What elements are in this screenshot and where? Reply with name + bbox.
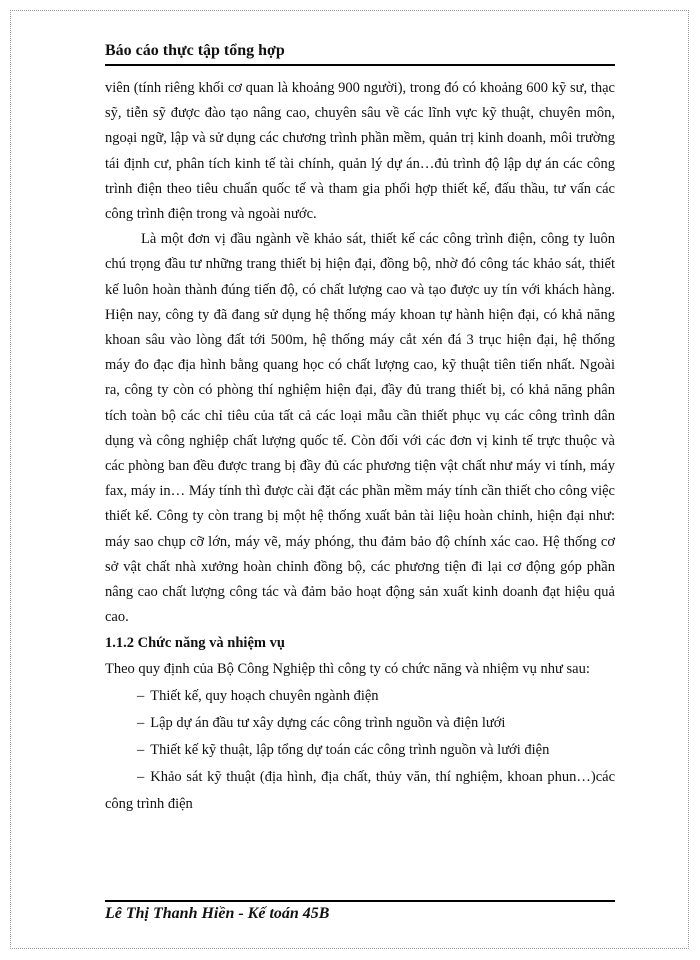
list-dash: –	[137, 741, 145, 758]
list-dash: –	[137, 768, 145, 785]
list-item-text: Lập dự án đầu tư xây dựng các công trình nguồn và điện lưới	[150, 714, 506, 731]
list-item	[105, 710, 615, 737]
list-dash: –	[137, 714, 145, 731]
list-dash: –	[137, 687, 145, 704]
list-item	[105, 737, 615, 764]
page-footer-author: Lê Thị Thanh Hiền - Kế toán 45B	[105, 905, 330, 922]
page-header-title: Báo cáo thực tập tổng hợp	[105, 42, 285, 59]
list-item-text: Thiết kế, quy hoạch chuyên ngành điện	[150, 687, 379, 704]
header-divider	[105, 64, 615, 66]
body-paragraph-1: viên (tính riêng khối cơ quan là khoảng 900 người), trong đó có khoảng 600 kỹ sư, thạc sỹ, tiễn sỹ được đào tạo nâng cao, chuyên sâu về các lĩnh vực kỹ thuật, chuyên môn, ngoại ngữ, lập và sử dụng các chương trình phần mềm, quản trị kinh doanh, môi trường tái định cư, phân tích kinh tế tài chính, quản lý dự án…đủ trình độ lập dự án các công trình điện theo tiêu chuẩn quốc tế và tham gia phối hợp thiết kế, đấu thầu, tư vấn các công trình điện trong và ngoài nước.	[105, 80, 615, 223]
list-item-text: Khảo sát kỹ thuật (địa hình, địa chất, thủy văn, thí nghiệm, khoan phun…)các công trình điện	[105, 768, 615, 812]
section-heading: 1.1.2 Chức năng và nhiệm vụ	[105, 635, 285, 652]
footer-divider	[105, 900, 615, 902]
list-item-text: Thiết kế kỹ thuật, lập tổng dự toán các công trình nguồn và lưới điện	[150, 741, 550, 758]
duties-list	[105, 683, 615, 818]
document-body	[105, 76, 615, 818]
list-item	[105, 764, 615, 818]
body-paragraph-2: Là một đơn vị đầu ngành về khảo sát, thiết kế các công trình điện, công ty luôn chú trọng đầu tư những trang thiết bị hiện đại, đồng bộ, nhờ đó công tác khảo sát, thiết kế luôn hoàn thành đúng tiến độ, có chất lượng cao và tạo được uy tín với khách hàng. Hiện nay, công ty đã đang sử dụng hệ thống máy khoan tự hành hiện đại, có khả năng khoan sâu vào lòng đất tới 500m, hệ thống máy cắt xén đá 3 trục hiện đại, hệ thống máy đo đạc địa hình bằng quang học có chất lượng cao, kỹ thuật tiên tiến nhất. Ngoài ra, công ty còn có phòng thí nghiệm hiện đại, đầy đủ trang thiết bị, có khả năng phân tích toàn bộ các chỉ tiêu của tất cả các loại mẫu cần thiết phục vụ các công trình dân dụng và công nghiệp chất lượng quốc tế. Còn đối với các đơn vị kinh tế trực thuộc và các phòng ban đều được trang bị đầy đủ các phương tiện vật chất như máy vi tính, máy fax, máy in… Máy tính thì được cài đặt các phần mềm máy tính cần thiết cho công việc thiết kế. Công ty còn trang bị một hệ thống xuất bản tài liệu hoàn chỉnh, hiện đại như: máy sao chụp cỡ lớn, máy vẽ, máy phóng, thu đảm bảo độ chính xác cao. Hệ thống cơ sở vật chất nhà xưởng hoàn chỉnh đồng bộ, các phương tiện đi lại cơ động góp phần nâng cao chất lượng công tác và đảm bảo hoạt động sản xuất kinh doanh đạt hiệu quả cao.	[105, 231, 615, 626]
list-item	[105, 683, 615, 710]
body-paragraph-3: Theo quy định của Bộ Công Nghiệp thì công ty có chức năng và nhiệm vụ như sau:	[105, 661, 590, 678]
